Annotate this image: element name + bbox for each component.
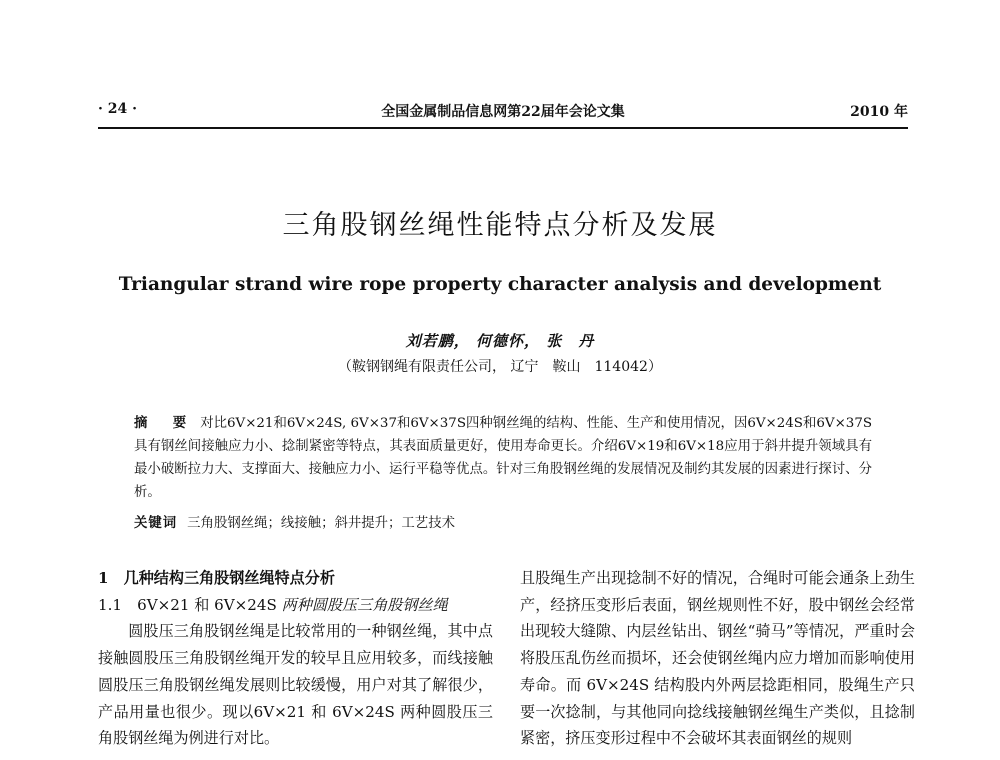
subsection-heading xyxy=(98,592,493,619)
subsection-number: 1.1 6V×21 和 6V×24S xyxy=(98,595,282,614)
abstract-label: 摘 要 xyxy=(134,415,193,431)
section-heading: 1 几种结构三角股钢丝绳特点分析 xyxy=(98,569,335,587)
author-list: 刘若鹏， 何德怀， 张 丹 xyxy=(405,332,595,350)
body-column-left xyxy=(98,565,493,752)
publication-year: 2010 年 xyxy=(850,104,908,120)
body-paragraph: 圆股压三角股钢丝绳是比较常用的一种钢丝绳，其中点接触圆股压三角股钢丝绳开发的较早且应用较多，而线接触圆股压三角股钢丝绳发展则比较缓慢，用户对其了解很少，产品用量也很少。现以6V×21 和 6V×24S 两种圆股压三角股钢丝绳为例进行对比。 xyxy=(98,622,493,748)
header-rule xyxy=(98,127,908,129)
article-title-en: Triangular strand wire rope property character analysis and development xyxy=(118,274,882,295)
body-column-right xyxy=(520,565,915,752)
keywords-label: 关键词 xyxy=(134,515,178,531)
abstract-text: 对比6V×21和6V×24S, 6V×37和6V×37S四种钢丝绳的结构、性能、生产和使用情况，因6V×24S和6V×37S具有钢丝间接触应力小、捻制紧密等特点，其表面质量更好，使用寿命更长。介绍6V×19和6V×18应用于斜井提升领域具有最小破断拉力大、支撑面大、接触应力小、运行平稳等优点。针对三角股钢丝绳的发展情况及制约其发展的因素进行探讨、分析。 xyxy=(134,416,873,500)
keywords-text: 三角股钢丝绳；线接触；斜井提升；工艺技术 xyxy=(187,516,455,531)
subsection-title: 两种圆股压三角股钢丝绳 xyxy=(281,595,448,614)
body-paragraph-continued: 且股绳生产出现捻制不好的情况，合绳时可能会通条上劲生产，经挤压变形后表面，钢丝规则性不好，股中钢丝会经常出现较大缝隙、内层丝钻出、钢丝“骑马”等情况，严重时会将股压乱伤丝而损坏，还会使钢丝绳内应力增加而影响使用寿命。而 6V×24S 结构股内外两层捻距相同，股绳生产只要一次捻制，与其他同向捻线接触钢丝绳生产类似，且捻制紧密，挤压变形过程中不会破坏其表面钢丝的规则 xyxy=(520,569,915,748)
author-affiliation: （鞍钢钢绳有限责任公司， 辽宁 鞍山 114042） xyxy=(338,359,662,375)
journal-title: 全国金属制品信息网第22届年会论文集 xyxy=(381,104,625,120)
article-title-cn: 三角股钢丝绳性能特点分析及发展 xyxy=(282,210,718,241)
running-header xyxy=(98,101,908,123)
keywords xyxy=(134,512,872,535)
abstract xyxy=(134,412,872,504)
page-number: · 24 · xyxy=(98,101,137,117)
